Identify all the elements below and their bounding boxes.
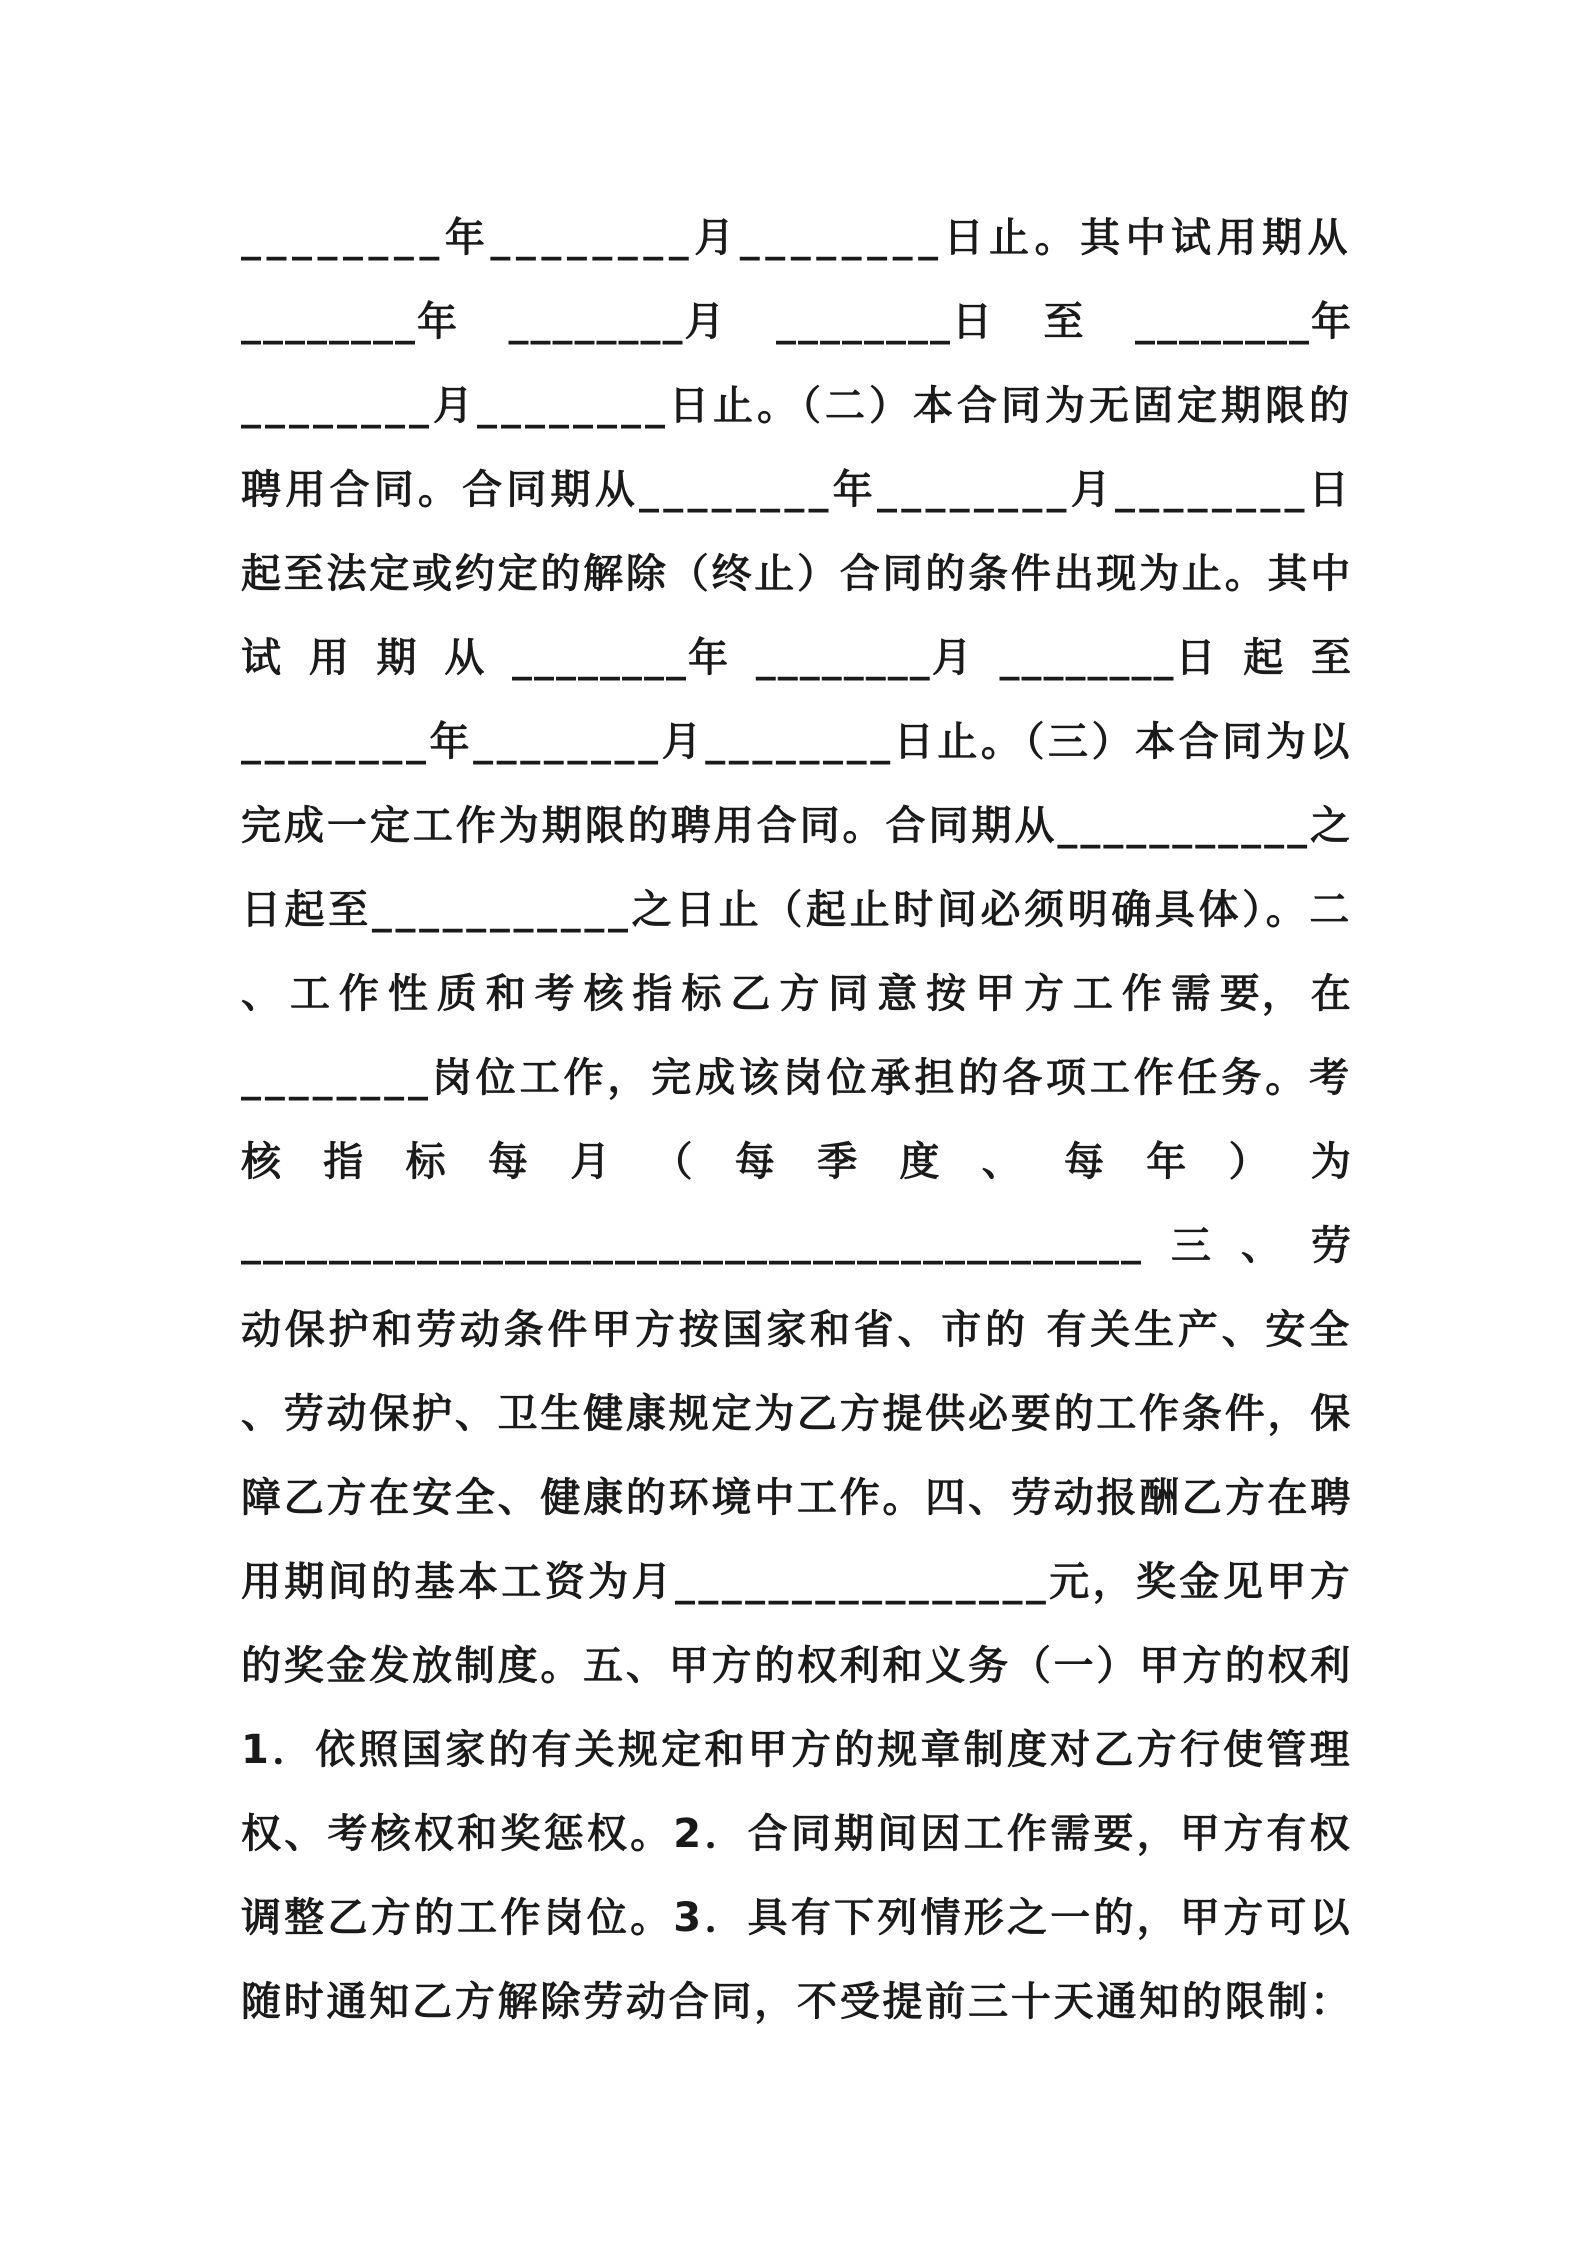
text-segment: 需 — [1170, 970, 1213, 1017]
text-segment: 要， — [1219, 970, 1304, 1017]
text-line — [241, 1284, 1353, 1368]
text-segment: 按 — [926, 970, 969, 1017]
text-line — [241, 1368, 1353, 1452]
text-segment: 、 — [241, 970, 283, 1017]
text-segment: 每 — [734, 1138, 777, 1185]
text-line — [241, 864, 1353, 948]
text-line — [241, 1116, 1353, 1200]
text-segment: ________年 — [512, 634, 730, 681]
text-segment: ________月 — [508, 298, 727, 345]
text-segment: ________年 — [1135, 298, 1353, 345]
text-segment: 月 — [570, 1138, 613, 1185]
text-segment: 方 — [779, 970, 822, 1017]
text-line — [241, 528, 1353, 612]
text-segment: ________日 — [999, 634, 1218, 681]
text-line — [241, 1200, 1353, 1284]
text-line — [241, 1704, 1353, 1788]
text-segment: 调整乙方的工作岗位。3．具有下列情形之一的，甲方可以 — [241, 1894, 1353, 1941]
text-segment: ________年________月________日止。（三）本合同为以 — [241, 718, 1353, 765]
contract-body-text — [241, 192, 1353, 2040]
text-line — [241, 1872, 1353, 1956]
text-segment: 和 — [485, 970, 528, 1017]
text-segment: 为 — [1310, 1138, 1353, 1185]
text-segment: 三 — [1171, 1222, 1213, 1269]
text-segment: 作 — [1121, 970, 1164, 1017]
text-segment: 同 — [828, 970, 871, 1017]
text-line — [241, 612, 1353, 696]
text-line — [241, 780, 1353, 864]
text-line — [241, 1620, 1353, 1704]
text-segment: 聘用合同。合同期从________年________月________日 — [241, 466, 1353, 513]
text-segment: 度 — [899, 1138, 942, 1185]
text-line — [241, 948, 1353, 1032]
text-segment: 至 — [1043, 298, 1086, 345]
text-segment: ________岗位工作，完成该岗位承担的各项工作任务。考 — [241, 1054, 1353, 1101]
text-line — [241, 696, 1353, 780]
text-segment: 工 — [289, 970, 332, 1017]
text-segment: 起至法定或约定的解除（终止）合同的条件出现为止。其中 — [241, 550, 1353, 597]
text-segment: 、 — [981, 1138, 1024, 1185]
text-segment: 工 — [1072, 970, 1115, 1017]
text-segment: 、劳动保护、卫生健康规定为乙方提供必要的工作条件，保 — [241, 1390, 1353, 1437]
text-segment: 劳 — [1311, 1222, 1353, 1269]
text-line — [241, 1956, 1353, 2040]
text-segment: 在 — [1310, 970, 1353, 1017]
text-line — [241, 1452, 1353, 1536]
text-segment: 性 — [387, 970, 430, 1017]
text-segment: 1．依照国家的有关规定和甲方的规章制度对乙方行使管理 — [241, 1726, 1353, 1773]
text-segment: 权、考核权和奖惩权。2．合同期间因工作需要，甲方有权 — [241, 1810, 1353, 1857]
text-segment: 乙 — [730, 970, 773, 1017]
text-segment: 核 — [583, 970, 626, 1017]
text-segment: 期 — [376, 634, 419, 681]
text-segment: 作 — [338, 970, 381, 1017]
text-segment: 每 — [487, 1138, 530, 1185]
text-line — [241, 1536, 1353, 1620]
text-segment: 用 — [308, 634, 351, 681]
text-segment: 从 — [444, 634, 487, 681]
text-segment: ________日 — [776, 298, 994, 345]
text-segment: 动保护和劳动条件甲方按国家和省、市的 有关生产、安全 — [241, 1306, 1353, 1353]
text-segment: 用期间的基本工资为月________________元，奖金见甲方 — [241, 1558, 1353, 1605]
text-segment: 标 — [681, 970, 724, 1017]
text-segment: （ — [652, 1138, 695, 1185]
text-segment: 核 — [241, 1138, 283, 1185]
text-segment: 至 — [1311, 634, 1353, 681]
text-segment: 日起至___________之日止（起止时间必须明确具体）。二 — [241, 886, 1353, 933]
text-segment: 考 — [534, 970, 577, 1017]
text-line — [241, 360, 1353, 444]
text-segment: _________________________________________ — [241, 1219, 1143, 1265]
text-segment: 指 — [323, 1138, 366, 1185]
text-line — [241, 276, 1353, 360]
text-segment: 季 — [817, 1138, 860, 1185]
text-segment: 起 — [1243, 634, 1286, 681]
text-line — [241, 1032, 1353, 1116]
text-segment: 、 — [1241, 1222, 1283, 1269]
text-segment: 方 — [1024, 970, 1066, 1017]
text-segment: 试 — [241, 634, 283, 681]
text-segment: 质 — [436, 970, 479, 1017]
text-segment: 障乙方在安全、健康的环境中工作。四、劳动报酬乙方在聘 — [241, 1474, 1353, 1521]
text-segment: 的奖金发放制度。五、甲方的权利和义务（一）甲方的权利 — [241, 1642, 1353, 1689]
text-line — [241, 444, 1353, 528]
text-segment: 每 — [1063, 1138, 1106, 1185]
text-segment: ________月 — [755, 634, 974, 681]
text-segment: ________月________日止。（二）本合同为无固定期限的 — [241, 382, 1353, 429]
text-segment: 随时通知乙方解除劳动合同，不受提前三十天通知的限制： — [241, 1978, 1353, 2025]
text-segment: 标 — [405, 1138, 448, 1185]
text-segment: ________年________月________日止。其中试用期从 — [241, 214, 1353, 261]
text-segment: 甲 — [975, 970, 1018, 1017]
text-segment: 完成一定工作为期限的聘用合同。合同期从___________之 — [241, 802, 1353, 849]
text-segment: ________年 — [241, 298, 459, 345]
text-segment: ） — [1228, 1138, 1271, 1185]
text-segment: 年 — [1146, 1138, 1189, 1185]
text-segment: 意 — [877, 970, 920, 1017]
text-segment: 指 — [632, 970, 675, 1017]
text-line — [241, 1788, 1353, 1872]
text-line — [241, 192, 1353, 276]
